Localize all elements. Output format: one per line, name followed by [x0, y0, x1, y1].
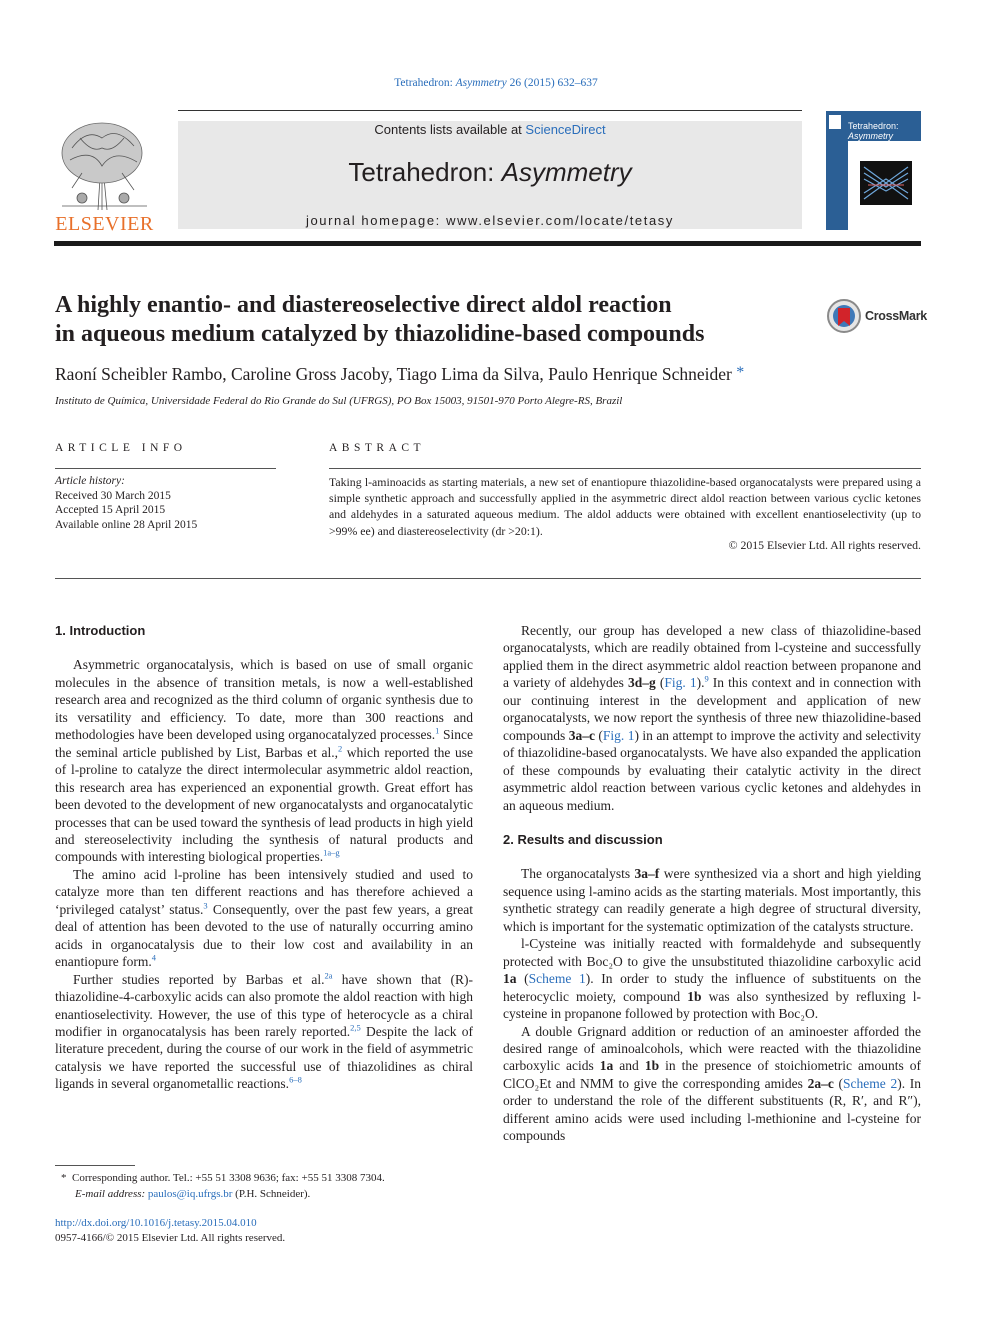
cover-title-line2: Asymmetry	[848, 131, 893, 141]
doi-link[interactable]: http://dx.doi.org/10.1016/j.tetasy.2015.04.010	[55, 1217, 257, 1229]
results-p3-text: A double Grignard addition or reduction of an aminoester afforded the desired range of aminoalcohols, which were reacted with the thiazolidine carboxylic acids	[503, 1023, 921, 1074]
history-label: Article history:	[55, 475, 125, 487]
journal-header	[178, 121, 802, 229]
author-list	[55, 364, 744, 385]
journal-name	[178, 157, 802, 188]
intro-p3-text-c: Despite the lack of literature precedent, during the course of our work in the field of asymmetric catalysis we have reported the successful use of thiazolidines as chiral ligands in several organometallic reactions.	[55, 1023, 473, 1092]
sciencedirect-link[interactable]: ScienceDirect	[525, 122, 606, 137]
intro-p2-text: The amino acid l-proline has been intensively studied and used to catalyze more than ten different reactions and has therefore achieved a ‘privileged catalyst’ status.	[55, 866, 473, 917]
intro-paragraph-3	[55, 971, 473, 1093]
figure-link[interactable]: Fig. 1	[602, 727, 635, 743]
elsevier-logo[interactable]	[52, 118, 157, 236]
figure-link[interactable]: Fig. 1	[664, 675, 697, 691]
intro-p4-text-b: In this context and in connection with our continuing interest in the development and application of new organocatalysts, we now report the synthesis of three new thiazolidine-based compounds	[503, 675, 921, 743]
results-p1-text: The organocatalysts	[521, 866, 635, 882]
body-column-right	[503, 622, 921, 1145]
intro-paragraph-4: Recently, our group has developed a new class of thiazolidine-based organocatalysts, which are readily obtained from l-cysteine and successfully applied them in the direct asymmetric aldol reaction between propanone and a variety of aldehydes 3d–g (Fig. 1).$^9$ In this context and in connection with our continuing interest in the development and application of new organocatalysts, we now report the synthesis of three new thiazolidine-based compounds 3a–c (Fig. 1) in an attempt to improve the activity and selectivity of thiazolidine-based organocatalysts. We have also expanded the application of these compounds by evaluating their catalytic activity in the direct asymmetric aldol reaction between various cyclic ketones and aldehydes in an aqueous medium.	[503, 623, 922, 813]
section-heading-results: 2. Results and discussion	[503, 831, 663, 847]
intro-p1-text-c: which reported the use of l-proline to catalyze the direct intermolecular asymmetric aldol reaction, this research area has experienced an exponential growth. Great effort has been devoted to the development of new organocatalysts and organocatalytic processes that can be used toward the synthesis of lead products in high yield and stereoselectivity including the synthesis of natural products and compounds with interesting biological properties.	[55, 744, 473, 865]
cover-elsevier-mark	[829, 115, 841, 129]
article-info-rule	[55, 468, 276, 469]
history-online: Available online 28 April 2015	[55, 518, 198, 531]
journal-name-italic: Asymmetry	[501, 157, 632, 187]
reference-link[interactable]: 1a–g	[323, 847, 340, 858]
intro-paragraph-1	[55, 656, 473, 865]
results-p1-text-b: were synthesized via a short and high yielding sequence using l-amino acids as the starting materials. Most importantly, this synthetic strategy can readily generate a high degree of structural diversity, which is important for the systematic optimization of the catalysts structure.	[503, 866, 922, 934]
history-accepted: Accepted 15 April 2015	[55, 504, 166, 516]
abstract-heading: ABSTRACT	[329, 442, 426, 454]
results-p3-text-b: in the presence of stoichiometric amounts of ClCO₂Et and NMM to give the corresponding amides	[503, 1058, 921, 1091]
reference-link[interactable]: 6–8	[289, 1074, 302, 1085]
article-info-heading: ARTICLE INFO	[55, 442, 187, 454]
reference-link[interactable]: 2	[337, 743, 343, 754]
compound-label: 2a–c	[807, 1075, 834, 1091]
compound-label: 3a–c	[568, 727, 595, 743]
citation-journal-italic[interactable]: Asymmetry	[455, 77, 507, 89]
article-history	[55, 474, 197, 532]
front-matter-rule	[55, 578, 921, 579]
results-p3-text-c: . In order to understand the role of the different substituents (R, R′, and R″), different amino acids were used including l-methionine and l-cysteine for compounds	[503, 1075, 922, 1144]
affiliation: Instituto de Química, Universidade Federal do Rio Grande do Sul (UFRGS), PO Box 15003, 91501-970 Porto Alegre-RS, Brazil	[55, 395, 623, 407]
elsevier-tree-icon	[52, 118, 157, 213]
authors-text: Raoní Scheibler Rambo, Caroline Gross Jacoby, Tiago Lima da Silva, Paulo Henrique Schneider	[55, 364, 732, 384]
citation-journal[interactable]: Tetrahedron:	[394, 77, 456, 89]
email-link[interactable]: paulos@iq.ufrgs.br	[147, 1187, 233, 1200]
issn-line: 0957-4166/© 2015 Elsevier Ltd. All rights reserved.	[55, 1232, 286, 1244]
results-paragraph-1	[503, 865, 921, 935]
journal-homepage[interactable]: journal homepage: www.elsevier.com/locate/tetasy	[305, 213, 674, 228]
journal-name-plain: Tetrahedron:	[348, 157, 502, 187]
footnote-contact: Corresponding author. Tel.: +55 51 3308 9636; fax: +55 51 3308 7304.	[72, 1172, 385, 1184]
contents-available-line	[178, 121, 802, 137]
reference-link[interactable]: 2,5	[350, 1022, 361, 1033]
intro-p1-text: Asymmetric organocatalysis, which is based on use of small organic molecules in the absence of transition metals, is now a well-established research area and recognized as the third column of organic synthesis due to its versatility and efficiency. To date, more than 300 reactions and methodologies have been developed using organocatalyzed processes.	[55, 657, 473, 743]
doi-block	[55, 1216, 285, 1246]
journal-cover-image[interactable]	[826, 111, 921, 230]
intro-paragraph-2	[55, 866, 473, 971]
reference-link[interactable]: 9	[704, 673, 709, 684]
intro-p2-text-b: Consequently, over the past few years, a great deal of attention has been devoted to the use of naturally occurring amino acids in organocatalysis due to their low cost and availability in an enantiopure form.	[55, 901, 473, 970]
compound-label: 1b	[644, 1058, 660, 1074]
results-p2-text-b: . In order to study the influence of substituents on the heterocyclic moiety, compound	[503, 971, 921, 1004]
results-p2-text: l-Cysteine was initially reacted with formaldehyde and subsequently protected with Boc₂O to give the unsubstituted thiazolidine carboxylic acid	[503, 936, 921, 969]
scheme-link[interactable]: Scheme 2	[843, 1075, 898, 1091]
cover-art-graphic	[860, 161, 912, 205]
intro-p4-text: Recently, our group has developed a new class of thiazolidine-based organocatalysts, which are readily obtained from l-cysteine and successfully applied them in the direct asymmetric aldol reaction between propanone and a variety of aldehydes	[503, 623, 921, 691]
intro-p1-text-b: Since the seminal article published by List, Barbas et al.,	[55, 727, 473, 760]
intro-p4-text-c: in an attempt to improve the activity and selectivity of thiazolidine-based organocatalysts. We have also expanded the application of these compounds by evaluating their catalytic activity in the direct asymmetric aldol reaction between various cyclic ketones and aldehydes in an aqueous medium.	[503, 727, 922, 813]
publisher-name: ELSEVIER	[55, 213, 154, 235]
body-column-left	[55, 622, 473, 1093]
compound-label: 1b	[687, 988, 702, 1004]
crossmark-badge[interactable]	[827, 298, 927, 334]
abstract-copyright: © 2015 Elsevier Ltd. All rights reserved.	[728, 538, 921, 552]
scheme-link[interactable]: Scheme 1	[528, 971, 586, 987]
article-title	[55, 291, 815, 349]
compound-label: 1a	[503, 971, 517, 987]
results-p2-text-c: was also synthesized by refluxing l-cysteine in propanone followed by protection with Boc₂O.	[503, 988, 921, 1022]
abstract-body: Taking l-aminoacids as starting materials, a new set of enantiopure thiazolidine-based organocatalysts were prepared using a simple synthetic approach and successfully applied in the asymmetric direct aldol reaction between various cyclic ketones and aldehydes in a saturated aqueous medium. The aldol adducts were obtained with excellent enantioselectivity (up to >99% ee) and diastereoselectivity (dr >20:1).	[329, 475, 921, 538]
corresponding-author-mark[interactable]: *	[736, 364, 745, 381]
compound-label: 1a	[599, 1058, 614, 1074]
conjunction: and	[613, 1058, 645, 1074]
compound-label: 3a–f	[634, 866, 660, 882]
history-received: Received 30 March 2015	[55, 489, 171, 502]
citation-line[interactable]	[0, 77, 992, 89]
citation-details[interactable]: 26 (2015) 632–637	[506, 77, 598, 89]
crossmark-icon	[827, 298, 863, 334]
title-line-1: A highly enantio- and diastereoselective direct aldol reaction	[55, 292, 672, 318]
section-heading-introduction: 1. Introduction	[55, 623, 146, 638]
contents-prefix: Contents lists available at	[374, 122, 526, 137]
footnote-rule	[55, 1165, 135, 1166]
cover-title	[848, 121, 899, 141]
intro-p3-text: Further studies reported by Barbas et al.	[73, 971, 325, 987]
reference-link[interactable]: 2a	[324, 970, 333, 981]
cover-panel	[848, 141, 921, 230]
corresponding-author-footnote	[55, 1171, 385, 1202]
header-thick-rule	[54, 241, 921, 246]
reference-link[interactable]: 4	[151, 952, 156, 963]
email-label: E-mail address:	[75, 1187, 148, 1200]
crossmark-label: CrossMark	[865, 309, 927, 323]
title-line-2: in aqueous medium catalyzed by thiazolidine-based compounds	[55, 321, 705, 347]
cover-artwork	[860, 161, 912, 205]
results-paragraph-3: A double Grignard addition or reduction of an aminoester afforded the desired range of aminoalcohols, which were reacted with the thiazolidine carboxylic acids 1a and 1b in the presence of stoichiometric amounts of ClCO₂Et and NMM to give the corresponding amides 2a–c (Scheme 2). In order to understand the role of the different substituents (R, R′, and R″), different amino acids were used including l-methionine and l-cysteine for compounds	[503, 1023, 922, 1144]
cover-title-line1: Tetrahedron:	[848, 121, 899, 131]
reference-link[interactable]: 1	[435, 725, 440, 736]
reference-link[interactable]: 3	[203, 900, 208, 911]
results-paragraph-2: l-Cysteine was initially reacted with formaldehyde and subsequently protected with Boc₂O to give the unsubstituted thiazolidine carboxylic acid 1a (Scheme 1). In order to study the influence of substituents on the heterocyclic moiety, compound 1b was also synthesized by refluxing l-cysteine in propanone followed by protection with Boc₂O.	[503, 936, 921, 1022]
email-suffix: (P.H. Schneider).	[232, 1187, 311, 1200]
intro-p3-text-b: have shown that (R)-thiazolidine-4-carboxylic acids can also promote the aldol reaction with high enantioselectivity. However, the use of this type of heterocycle as a chiral modifier in organocatalysis has been rarely reported.	[55, 971, 473, 1039]
compound-label: 3d–g	[628, 675, 656, 691]
header-top-rule	[178, 110, 802, 111]
abstract-rule	[329, 468, 921, 469]
footnote-mark: *	[61, 1172, 67, 1184]
